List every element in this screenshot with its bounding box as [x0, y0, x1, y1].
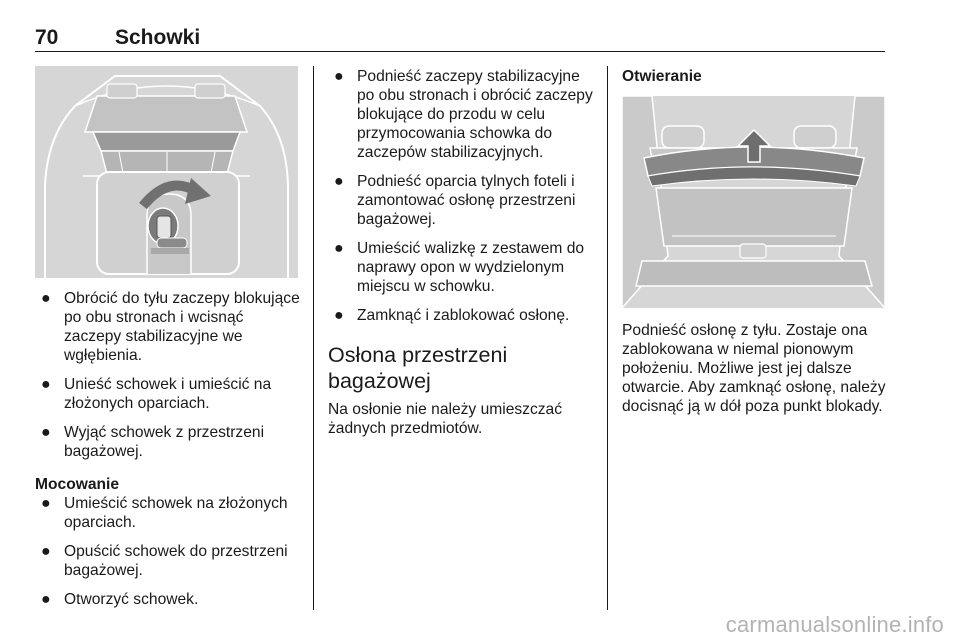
page-number: 70: [35, 26, 59, 49]
column-divider-right: [607, 66, 608, 610]
column-2: [328, 67, 596, 438]
column-3-heading-block: [622, 67, 887, 86]
list-item: ● Opuścić schowek do przestrzeni bagażowej.: [41, 543, 288, 579]
header-rule: [35, 51, 885, 52]
bullet-icon: ●: [334, 307, 344, 324]
list-item: ● Podnieść oparcia tylnych foteli i zamontować osłonę przestrzeni bagażowej.: [334, 173, 576, 228]
page-title: Schowki: [115, 26, 201, 49]
list-item: ● Wyjąć schowek z przestrzeni bagażowej.: [41, 424, 265, 460]
bullet-icon: ●: [334, 173, 344, 190]
bullet-icon: ●: [41, 543, 51, 560]
list-item: ● Otworzyć schowek.: [41, 591, 199, 608]
bullet-list-removal: [35, 289, 300, 461]
list-item: ● Obrócić do tyłu zaczepy blokujące po obu stronach i wcisnąć zaczepy stabilizacyjne we wgłębienia.: [41, 290, 300, 364]
mocowanie-heading: Mocowanie: [35, 476, 120, 493]
bullet-list-mounting: [35, 494, 300, 609]
bullet-list-fastening: [328, 67, 596, 325]
list-item: ● Umieścić walizkę z zestawem do naprawy opon w wydzielonym miejscu w schowku.: [334, 240, 585, 295]
bullet-icon: ●: [41, 424, 51, 441]
page-header: [35, 26, 885, 50]
list-item: ● Unieść schowek i umieścić na złożonych oparciach.: [41, 376, 272, 412]
list-item: ● Zamknąć i zablokować osłonę.: [334, 307, 570, 324]
column-1: [35, 289, 300, 619]
list-item: ● Podnieść zaczepy stabilizacyjne po obu stronach i obrócić zaczepy blokujące do przodu w celu przymocowania schowka do zaczepów stabilizacyjnych.: [334, 68, 593, 161]
watermark: carmanualsonline.info: [725, 612, 944, 637]
otwieranie-paragraph: Podnieść osłonę z tyłu. Zostaje ona zablokowana w niemal pionowym położeniu. Możliwe jest jej dalsze otwarcie. Aby zamknąć osłonę, należy docisnąć ją w dół poza punkt blokady.: [622, 322, 886, 415]
otwieranie-heading: Otwieranie: [622, 68, 702, 85]
column-3-text: [622, 321, 887, 416]
bullet-icon: ●: [41, 376, 51, 393]
bullet-icon: ●: [334, 68, 344, 85]
bullet-icon: ●: [41, 290, 51, 307]
storage-box-latch-illustration: [35, 66, 298, 278]
bullet-icon: ●: [41, 495, 51, 512]
section-heading: Osłona przestrzeni bagażowej: [328, 343, 508, 393]
luggage-cover-illustration: [622, 96, 885, 308]
bullet-icon: ●: [41, 591, 51, 608]
bullet-icon: ●: [334, 240, 344, 257]
section-text: Na osłonie nie należy umieszczać żadnych przedmiotów.: [328, 401, 563, 437]
list-item: ● Umieścić schowek na złożonych oparciach.: [41, 495, 288, 531]
column-divider-left: [313, 66, 314, 610]
